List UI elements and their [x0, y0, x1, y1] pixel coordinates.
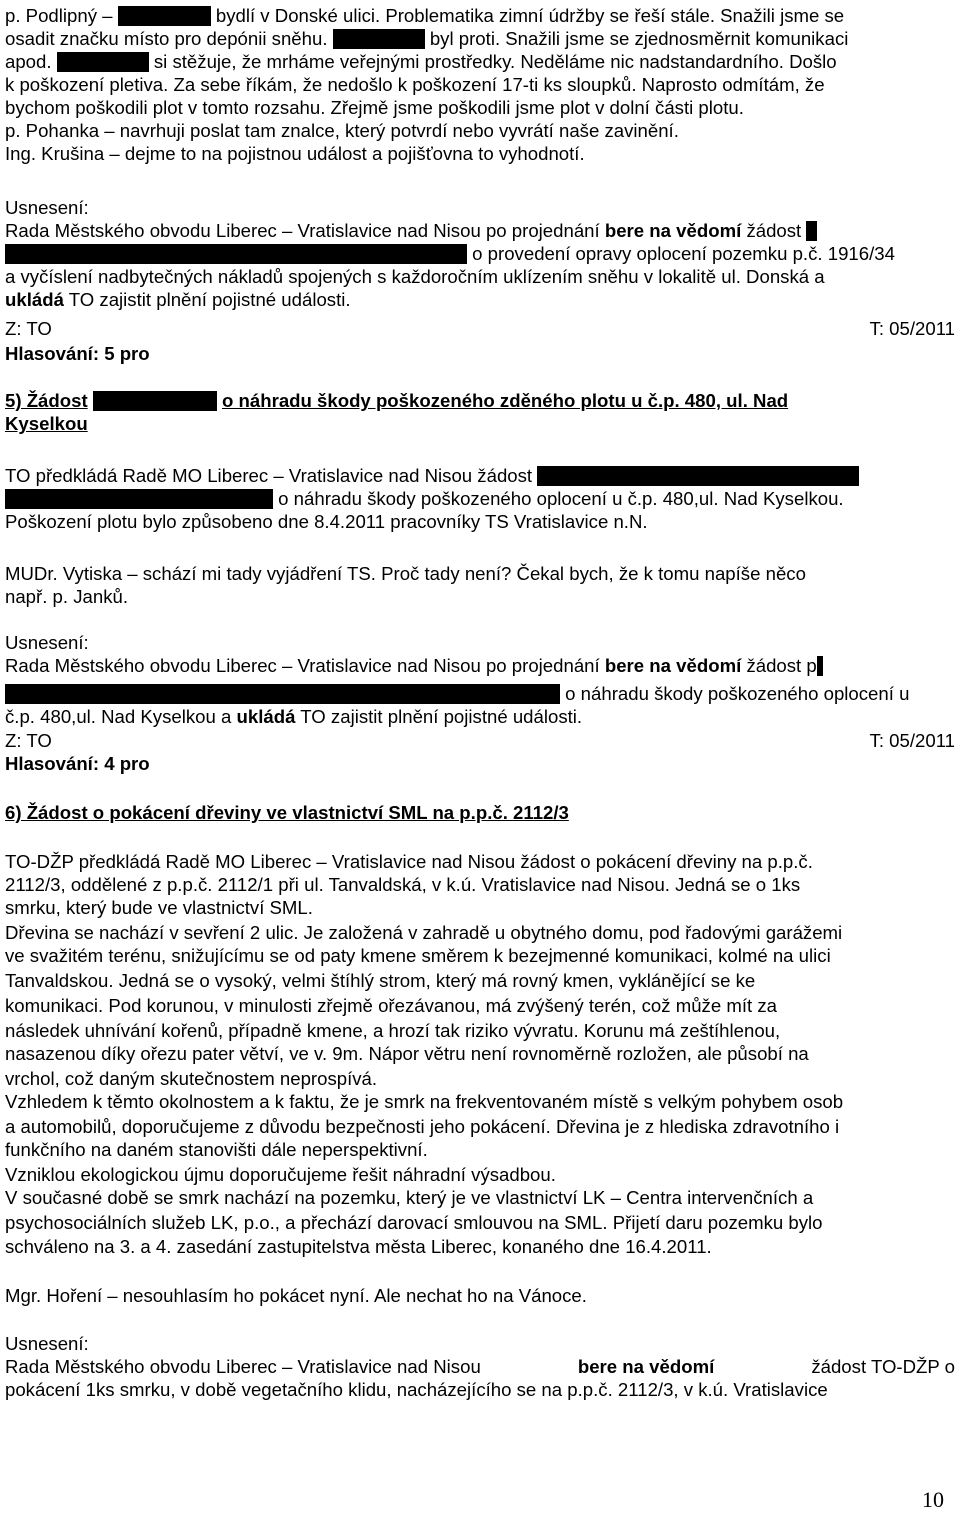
- text-span: p. Podlipný –: [5, 5, 113, 26]
- bold-text: ukládá: [236, 706, 296, 727]
- text-line: MUDr. Vytiska – schází mi tady vyjádření TS. Proč tady není? Čekal bych, že k tomu napíše něco: [5, 563, 806, 584]
- text-line: Poškození plotu bylo způsobeno dne 8.4.2011 pracovníky TS Vratislavice n.N.: [5, 511, 648, 532]
- text-line: [5, 289, 955, 312]
- section-heading: [5, 802, 955, 825]
- text-span: TO zajistit plnění pojistné události.: [300, 706, 583, 727]
- text-line: a vyčíslení nadbytečných nákladů spojených s každoročním uklízením sněhu v lokalitě ul. Donská a: [5, 266, 825, 287]
- text-line: [5, 5, 955, 28]
- text-span: apod.: [5, 51, 52, 72]
- text-line: k poškození pletiva. Za sebe říkám, že nedošlo k poškození 17-ti ks sloupků. Naprosto odmítám, že: [5, 74, 825, 95]
- text-line: smrku, který bude ve vlastnictví SML.: [5, 897, 313, 918]
- text-line: Vzhledem k těmto okolnostem a k faktu, že je smrk na frekventovaném místě s velkým pohybem osob: [5, 1091, 844, 1112]
- text-line: [5, 1356, 955, 1379]
- bold-text: bere na vědomí: [577, 1356, 715, 1377]
- redaction-box: [5, 684, 560, 704]
- heading-text: Kyselkou: [5, 413, 88, 434]
- text-line: TO-DŽP předkládá Radě MO Liberec – Vratislavice nad Nisou žádost o pokácení dřeviny na p.p.č.: [5, 851, 813, 872]
- text-span: byl proti. Snažili jsme se zjednosměrnit komunikaci: [429, 28, 849, 49]
- text-line: a automobilů, doporučujeme z důvodu bezpečnosti jeho pokácení. Dřevina je z hlediska zdravotního i: [5, 1116, 840, 1137]
- redaction-box: [57, 52, 149, 72]
- text-span: o náhradu škody poškozeného oplocení u: [565, 683, 910, 704]
- text-line: bychom poškodili plot v tomto rozsahu. Zřejmě jsme poškodili jsme plot v dolní části plotu.: [5, 97, 744, 118]
- text-line: V současné době se smrk nachází na pozemku, který je ve vlastnictví LK – Centra intervenčních a: [5, 1187, 814, 1208]
- responsible-label: Z: TO: [5, 730, 52, 751]
- text-line: schváleno na 3. a 4. zasedání zastupitelstva města Liberec, konaného dne 16.4.2011.: [5, 1236, 712, 1257]
- heading-text: 5) Žádost: [5, 390, 88, 411]
- text-line: [5, 243, 955, 266]
- text-line: [5, 465, 955, 488]
- text-line: funkčního na daném stanovišti dále neperspektivní.: [5, 1139, 428, 1160]
- text-line: Mgr. Hoření – nesouhlasím ho pokácet nyní. Ale nechat ho na Vánoce.: [5, 1285, 587, 1306]
- bold-text: ukládá: [5, 289, 64, 310]
- vote-result: Hlasování: 5 pro: [5, 343, 150, 364]
- text-line: pokácení 1ks smrku, v době vegetačního klidu, nacházejícího se na p.p.č. 2112/3, v k.ú. Vratislavice: [5, 1379, 828, 1400]
- redaction-box: [806, 221, 817, 241]
- resolution-label: Usnesení:: [5, 197, 89, 218]
- text-span: si stěžuje, že mrháme veřejnými prostředky. Neděláme nic nadstandardního. Došlo: [153, 51, 837, 72]
- resolution-label: Usnesení:: [5, 632, 89, 653]
- heading-text: 6) Žádost o pokácení dřeviny ve vlastnictví SML na p.p.č. 2112/3: [5, 802, 569, 823]
- responsible-label: Z: TO: [5, 318, 52, 339]
- text-span: osadit značku místo pro depónii sněhu.: [5, 28, 328, 49]
- redaction-box: [5, 244, 467, 264]
- redaction-box: [118, 6, 211, 26]
- text-line: vrchol, což daným skutečnostem neprospívá.: [5, 1068, 378, 1089]
- text-span: žádost: [746, 220, 802, 241]
- vote-line: [5, 753, 955, 776]
- resolution-label: Usnesení:: [5, 1333, 89, 1354]
- text-line: ve svažitém terénu, snižujícímu se od paty kmene směrem k bezejmenné komunikaci, kolmé na ulici: [5, 945, 831, 966]
- text-span: č.p. 480,ul. Nad Kyselkou a: [5, 706, 232, 727]
- deadline-line: [5, 318, 955, 341]
- section-heading: [5, 413, 955, 436]
- text-line: komunikaci. Pod korunou, v minulosti zřejmě ořezávanou, má zvýšený terén, což může mít za: [5, 995, 777, 1016]
- vote-result: Hlasování: 4 pro: [5, 753, 150, 774]
- text-span: o náhradu škody poškozeného oplocení u č.p. 480,ul. Nad Kyselkou.: [278, 488, 844, 509]
- text-line: psychosociálních služeb LK, p.o., a přechází darovací smlouvou na SML. Přijetí daru pozemku bylo: [5, 1212, 823, 1233]
- text-span: o provedení opravy oplocení pozemku p.č. 1916/34: [472, 243, 895, 264]
- redaction-box: [537, 466, 859, 486]
- text-line: např. p. Janků.: [5, 586, 129, 607]
- text-line: Dřevina se nachází v sevření 2 ulic. Je založená v zahradě u obytného domu, pod řadovými garážemi: [5, 922, 843, 943]
- text-line: následek uhnívání kořenů, případně kmene, a hrozí tak riziko vývratu. Korunu má zeštíhlenou,: [5, 1020, 781, 1041]
- deadline-label: T: 05/2011: [869, 318, 955, 339]
- text-line: Vzniklou ekologickou újmu doporučujeme řešit náhradní výsadbou.: [5, 1164, 556, 1185]
- text-line: Tanvaldskou. Jedná se o vysoký, velmi štíhlý strom, který má rovný kmen, vyklánějící se ke: [5, 970, 756, 991]
- text-span: Rada Městského obvodu Liberec – Vratislavice nad Nisou po projednání: [5, 220, 600, 241]
- text-span: žádost p: [746, 655, 817, 676]
- text-line: [5, 488, 955, 511]
- text-span: bydlí v Donské ulici. Problematika zimní údržby se řeší stále. Snažili jsme se: [215, 5, 845, 26]
- text-line: p. Pohanka – navrhuji poslat tam znalce, který potvrdí nebo vyvrátí naše zavinění.: [5, 120, 679, 141]
- bold-text: bere na vědomí: [604, 655, 742, 676]
- text-line: [5, 655, 955, 678]
- text-span: Rada Městského obvodu Liberec – Vratislavice nad Nisou: [5, 1356, 481, 1377]
- vote-line: [5, 343, 955, 366]
- text-span: TO zajistit plnění pojistné události.: [68, 289, 351, 310]
- page-number: 10: [922, 1487, 944, 1512]
- bold-text: bere na vědomí: [604, 220, 742, 241]
- redaction-box: [817, 656, 823, 676]
- text-line: [5, 28, 955, 51]
- deadline-label: T: 05/2011: [869, 730, 955, 751]
- text-line: [5, 220, 955, 243]
- text-line: [5, 683, 955, 706]
- text-line: nasazenou díky ořezu pater větví, ve v. 9m. Nápor větru není rovnoměrně rozložen, ale působí na: [5, 1043, 809, 1064]
- text-line: [5, 706, 955, 729]
- text-line: [5, 51, 955, 74]
- redaction-box: [333, 29, 425, 49]
- deadline-line: [5, 730, 955, 753]
- text-line: Ing. Krušina – dejme to na pojistnou událost a pojišťovna to vyhodnotí.: [5, 143, 585, 164]
- text-span: TO předkládá Radě MO Liberec – Vratislavice nad Nisou žádost: [5, 465, 533, 486]
- section-heading: [5, 390, 955, 413]
- redaction-box: [5, 489, 273, 509]
- text-line: 2112/3, oddělené z p.p.č. 2112/1 při ul. Tanvaldská, v k.ú. Vratislavice nad Nisou. Jedná se o 1ks: [5, 874, 801, 895]
- text-span: Rada Městského obvodu Liberec – Vratislavice nad Nisou po projednání: [5, 655, 600, 676]
- redaction-box: [93, 391, 217, 411]
- heading-text: o náhradu škody poškozeného zděného plotu u č.p. 480, ul. Nad: [222, 390, 789, 411]
- text-span: žádost TO-DŽP o: [811, 1356, 955, 1377]
